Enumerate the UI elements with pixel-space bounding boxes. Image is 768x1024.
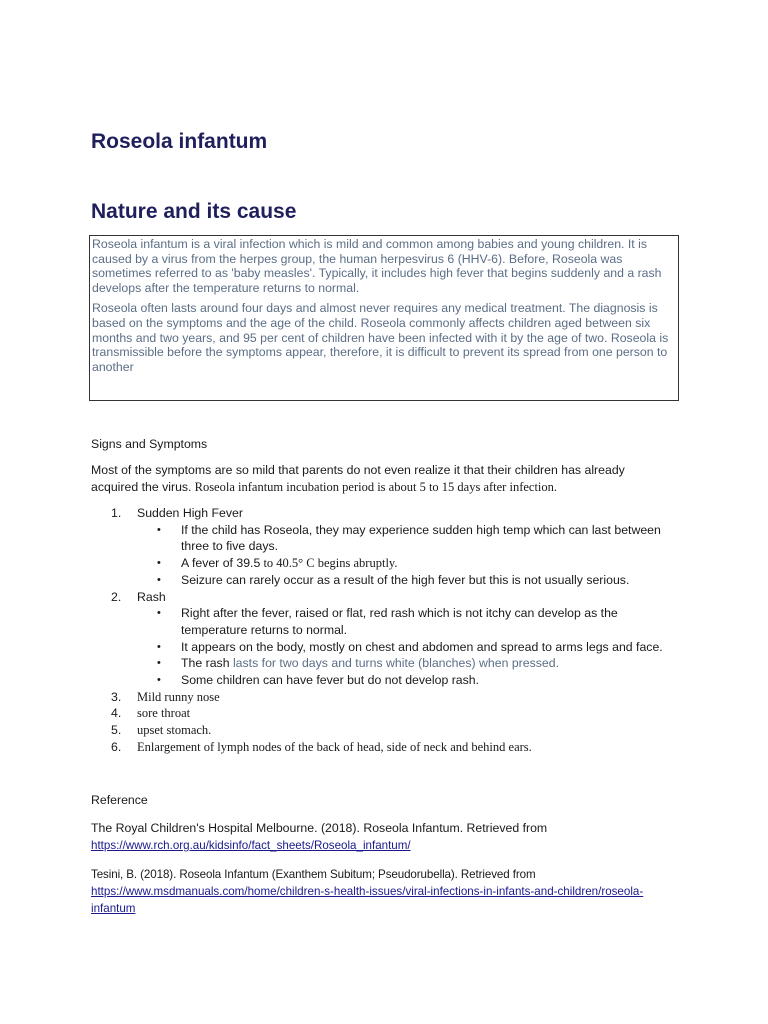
list-item: [91, 739, 681, 756]
symptom-list: [91, 505, 681, 756]
sub-list-item: [137, 672, 681, 689]
list-item-label: Rash: [137, 589, 166, 604]
bullet-icon: •: [157, 640, 161, 653]
sub-list: [137, 605, 681, 689]
list-item-label: Sudden High Fever: [137, 506, 243, 520]
list-item: [91, 589, 681, 689]
bullet-icon: •: [157, 557, 161, 570]
reference-link-1[interactable]: https://www.rch.org.au/kidsinfo/fact_sheets/Roseola_infantum/: [91, 839, 411, 852]
bullet-icon: •: [157, 573, 161, 586]
sub-list-item: [137, 605, 681, 638]
sub-item-text: A fever of 39.5: [181, 556, 261, 571]
bullet-icon: •: [157, 657, 161, 670]
sub-item-text: Some children can have fever but do not develop rash.: [181, 673, 480, 688]
sub-item-text: Right after the fever, raised or flat, red rash which is not itchy can develop as the temperature returns to normal.: [181, 606, 618, 637]
reference-entry-2: [91, 866, 681, 917]
list-item-label: Enlargement of lymph nodes of the back of head, side of neck and behind ears.: [137, 739, 532, 754]
page-title: Roseola infantum: [91, 130, 268, 153]
list-number: 1.: [111, 506, 122, 520]
sub-list-item: [137, 572, 681, 589]
sub-list-item: [137, 522, 681, 555]
list-item: [91, 705, 681, 722]
list-item-label: Mild runny nose: [137, 689, 220, 704]
section-heading: Nature and its cause: [91, 200, 297, 223]
list-item: [91, 689, 681, 706]
list-number: 2.: [111, 589, 122, 604]
list-number: 4.: [111, 706, 122, 721]
sub-item-text: Seizure can rarely occur as a result of the high fever but this is not usually serious.: [181, 572, 630, 587]
reference-entry-1: [91, 820, 681, 854]
intro-incubation: Roseola infantum incubation period is about 5 to 15 days after infection.: [191, 480, 558, 494]
intro-text: Most of the symptoms are so mild that parents do not even realize it that their children has already acquired the virus.: [91, 463, 625, 494]
sub-list: [137, 522, 681, 589]
sub-item-text: If the child has Roseola, they may experience sudden high temp which can last between three to five days.: [181, 522, 661, 554]
sub-item-text-blue: lasts for two days and turns white (blanches) when pressed.: [232, 656, 559, 671]
list-item-label: sore throat: [137, 706, 191, 721]
bullet-icon: •: [157, 607, 161, 620]
reference-heading: Reference: [91, 793, 148, 807]
sub-list-item: [137, 639, 681, 656]
list-item: [91, 722, 681, 739]
summary-paragraph-2: Roseola often lasts around four days and almost never requires any medical treatment. The diagnosis is based on the symptoms and the age of the child. Roseola commonly affects children aged between six months and two years, and 95 per cent of children have been infected with it by the age of two. Roseola is transmissible before the symptoms appear, therefore, it is difficult to prevent its spread from one person to another: [92, 301, 669, 374]
list-item: [91, 505, 681, 589]
summary-box: [89, 235, 679, 401]
sub-list-item: [137, 655, 681, 672]
reference-text: The Royal Children's Hospital Melbourne. (2018). Roseola Infantum. Retrieved from: [91, 821, 548, 835]
list-number: 6.: [111, 739, 122, 754]
reference-link-2[interactable]: https://www.msdmanuals.com/home/children-s-health-issues/viral-infections-in-infants-and-children/roseola-infantum: [91, 885, 644, 915]
list-number: 3.: [111, 689, 122, 704]
reference-text: Tesini, B. (2018). Roseola Infantum (Exanthem Subitum; Pseudorubella). Retrieved from: [91, 868, 536, 881]
list-item-label: upset stomach.: [137, 723, 212, 738]
summary-paragraph-1: Roseola infantum is a viral infection which is mild and common among babies and young children. It is caused by a virus from the herpes group, the human herpesvirus 6 (HHV-6). Before, Roseola was sometimes referred to as 'baby measles'. Typically, it includes high fever that begins suddenly and a rash develops after the temperature returns to normal.: [92, 237, 662, 295]
sub-item-text-serif: to 40.5° C begins abruptly.: [260, 556, 398, 571]
bullet-icon: •: [157, 674, 161, 687]
sub-item-text: It appears on the body, mostly on chest and abdomen and spread to arms legs and face.: [181, 639, 663, 654]
sub-item-text: The rash: [181, 656, 233, 671]
list-number: 5.: [111, 723, 122, 738]
signs-heading: Signs and Symptoms: [91, 437, 208, 451]
signs-intro: [91, 462, 671, 496]
sub-list-item: [137, 555, 681, 572]
bullet-icon: •: [157, 523, 161, 536]
